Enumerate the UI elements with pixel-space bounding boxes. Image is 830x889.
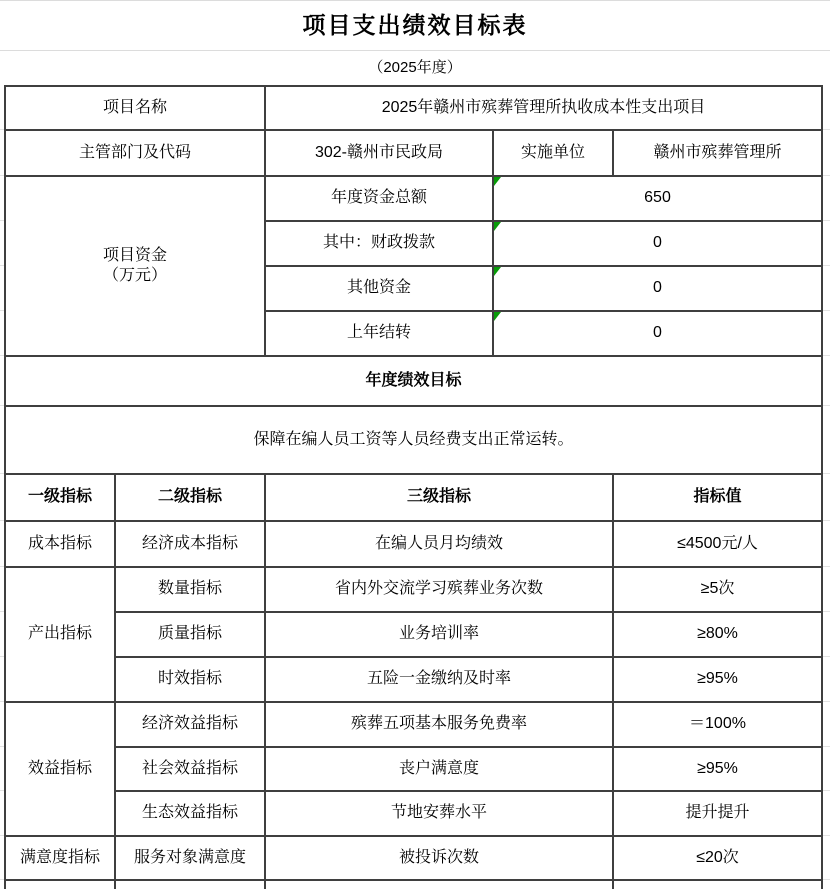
page-title-text: 项目支出绩效目标表: [302, 12, 528, 39]
department-value-cell: 302-赣州市民政局: [265, 130, 493, 176]
level1-satisfaction-indicator-cell: 满意度指标: [5, 836, 115, 880]
level2-cell: 经济效益指标: [115, 702, 265, 747]
level2-cell: 生态效益指标: [115, 791, 265, 836]
level2-cell: 质量指标: [115, 612, 265, 657]
indicator-value-cell: ≤20次: [613, 836, 822, 880]
fiscal-year-subtitle: （2025年度）: [368, 58, 462, 76]
level3-cell: 殡葬五项基本服务免费率: [265, 702, 613, 747]
level3-cell: 丧户满意度: [265, 747, 613, 791]
funding-carryover-value-cell[interactable]: 0: [493, 311, 822, 356]
green-corner-marker-icon: [494, 177, 501, 186]
level2-cell: 时效指标: [115, 657, 265, 702]
cutoff-row-cell: [5, 880, 115, 889]
indicator-value-cell: ≥95%: [613, 747, 822, 791]
level1-benefit-indicator-cell: 效益指标: [5, 702, 115, 836]
level1-output-indicator-cell: 产出指标: [5, 567, 115, 702]
level3-cell: 五险一金缴纳及时率: [265, 657, 613, 702]
green-corner-marker-icon: [494, 267, 501, 276]
project-name-value-cell: 2025年赣州市殡葬管理所执收成本性支出项目: [265, 86, 822, 130]
annual-goal-header-cell: 年度绩效目标: [5, 356, 822, 406]
header-level1-indicator: 一级指标: [5, 474, 115, 521]
funding-other-value-cell[interactable]: 0: [493, 266, 822, 311]
funding-total-value-cell[interactable]: 650: [493, 176, 822, 221]
page-title: [0, 1, 830, 51]
level3-cell: 业务培训率: [265, 612, 613, 657]
level3-cell: 节地安葬水平: [265, 791, 613, 836]
funding-section-label-cell: [5, 176, 265, 356]
level2-cell: 数量指标: [115, 567, 265, 612]
implement-unit-label-cell: 实施单位: [493, 130, 613, 176]
cutoff-row-cell: [265, 880, 613, 889]
header-indicator-value: 指标值: [613, 474, 822, 521]
funding-fiscal-value-cell[interactable]: 0: [493, 221, 822, 266]
funding-other-label-cell: 其他资金: [265, 266, 493, 311]
indicator-value-cell: ≤4500元/人: [613, 521, 822, 567]
funding-carryover-label-cell: 上年结转: [265, 311, 493, 356]
green-corner-marker-icon: [494, 312, 501, 321]
indicator-value-cell: ≥95%: [613, 657, 822, 702]
implement-unit-value-cell: 赣州市殡葬管理所: [613, 130, 822, 176]
level3-cell: 被投诉次数: [265, 836, 613, 880]
level3-cell: 省内外交流学习殡葬业务次数: [265, 567, 613, 612]
project-name-label-cell: 项目名称: [5, 86, 265, 130]
green-corner-marker-icon: [494, 222, 501, 231]
indicator-value-cell: 提升提升: [613, 791, 822, 836]
funding-label-line1: 项目资金: [102, 246, 167, 264]
header-level2-indicator: 二级指标: [115, 474, 265, 521]
level3-cell: 在编人员月均绩效: [265, 521, 613, 567]
funding-fiscal-label-cell: 其中：财政拨款: [265, 221, 493, 266]
level2-cell: 经济成本指标: [115, 521, 265, 567]
level2-cell: 服务对象满意度: [115, 836, 265, 880]
level2-cell: 社会效益指标: [115, 747, 265, 791]
indicator-value-cell: ≥5次: [613, 567, 822, 612]
header-level3-indicator: 三级指标: [265, 474, 613, 521]
indicator-value-cell: ＝100%: [613, 702, 822, 747]
level1-cost-indicator-cell: 成本指标: [5, 521, 115, 567]
funding-label-line2: （万元）: [102, 266, 167, 284]
department-label-cell: 主管部门及代码: [5, 130, 265, 176]
cutoff-row-cell: [115, 880, 265, 889]
annual-goal-description-cell: 保障在编人员工资等人员经费支出正常运转。: [5, 406, 822, 474]
cutoff-row-cell: [613, 880, 822, 889]
indicator-value-cell: ≥80%: [613, 612, 822, 657]
funding-total-label-cell: 年度资金总额: [265, 176, 493, 221]
